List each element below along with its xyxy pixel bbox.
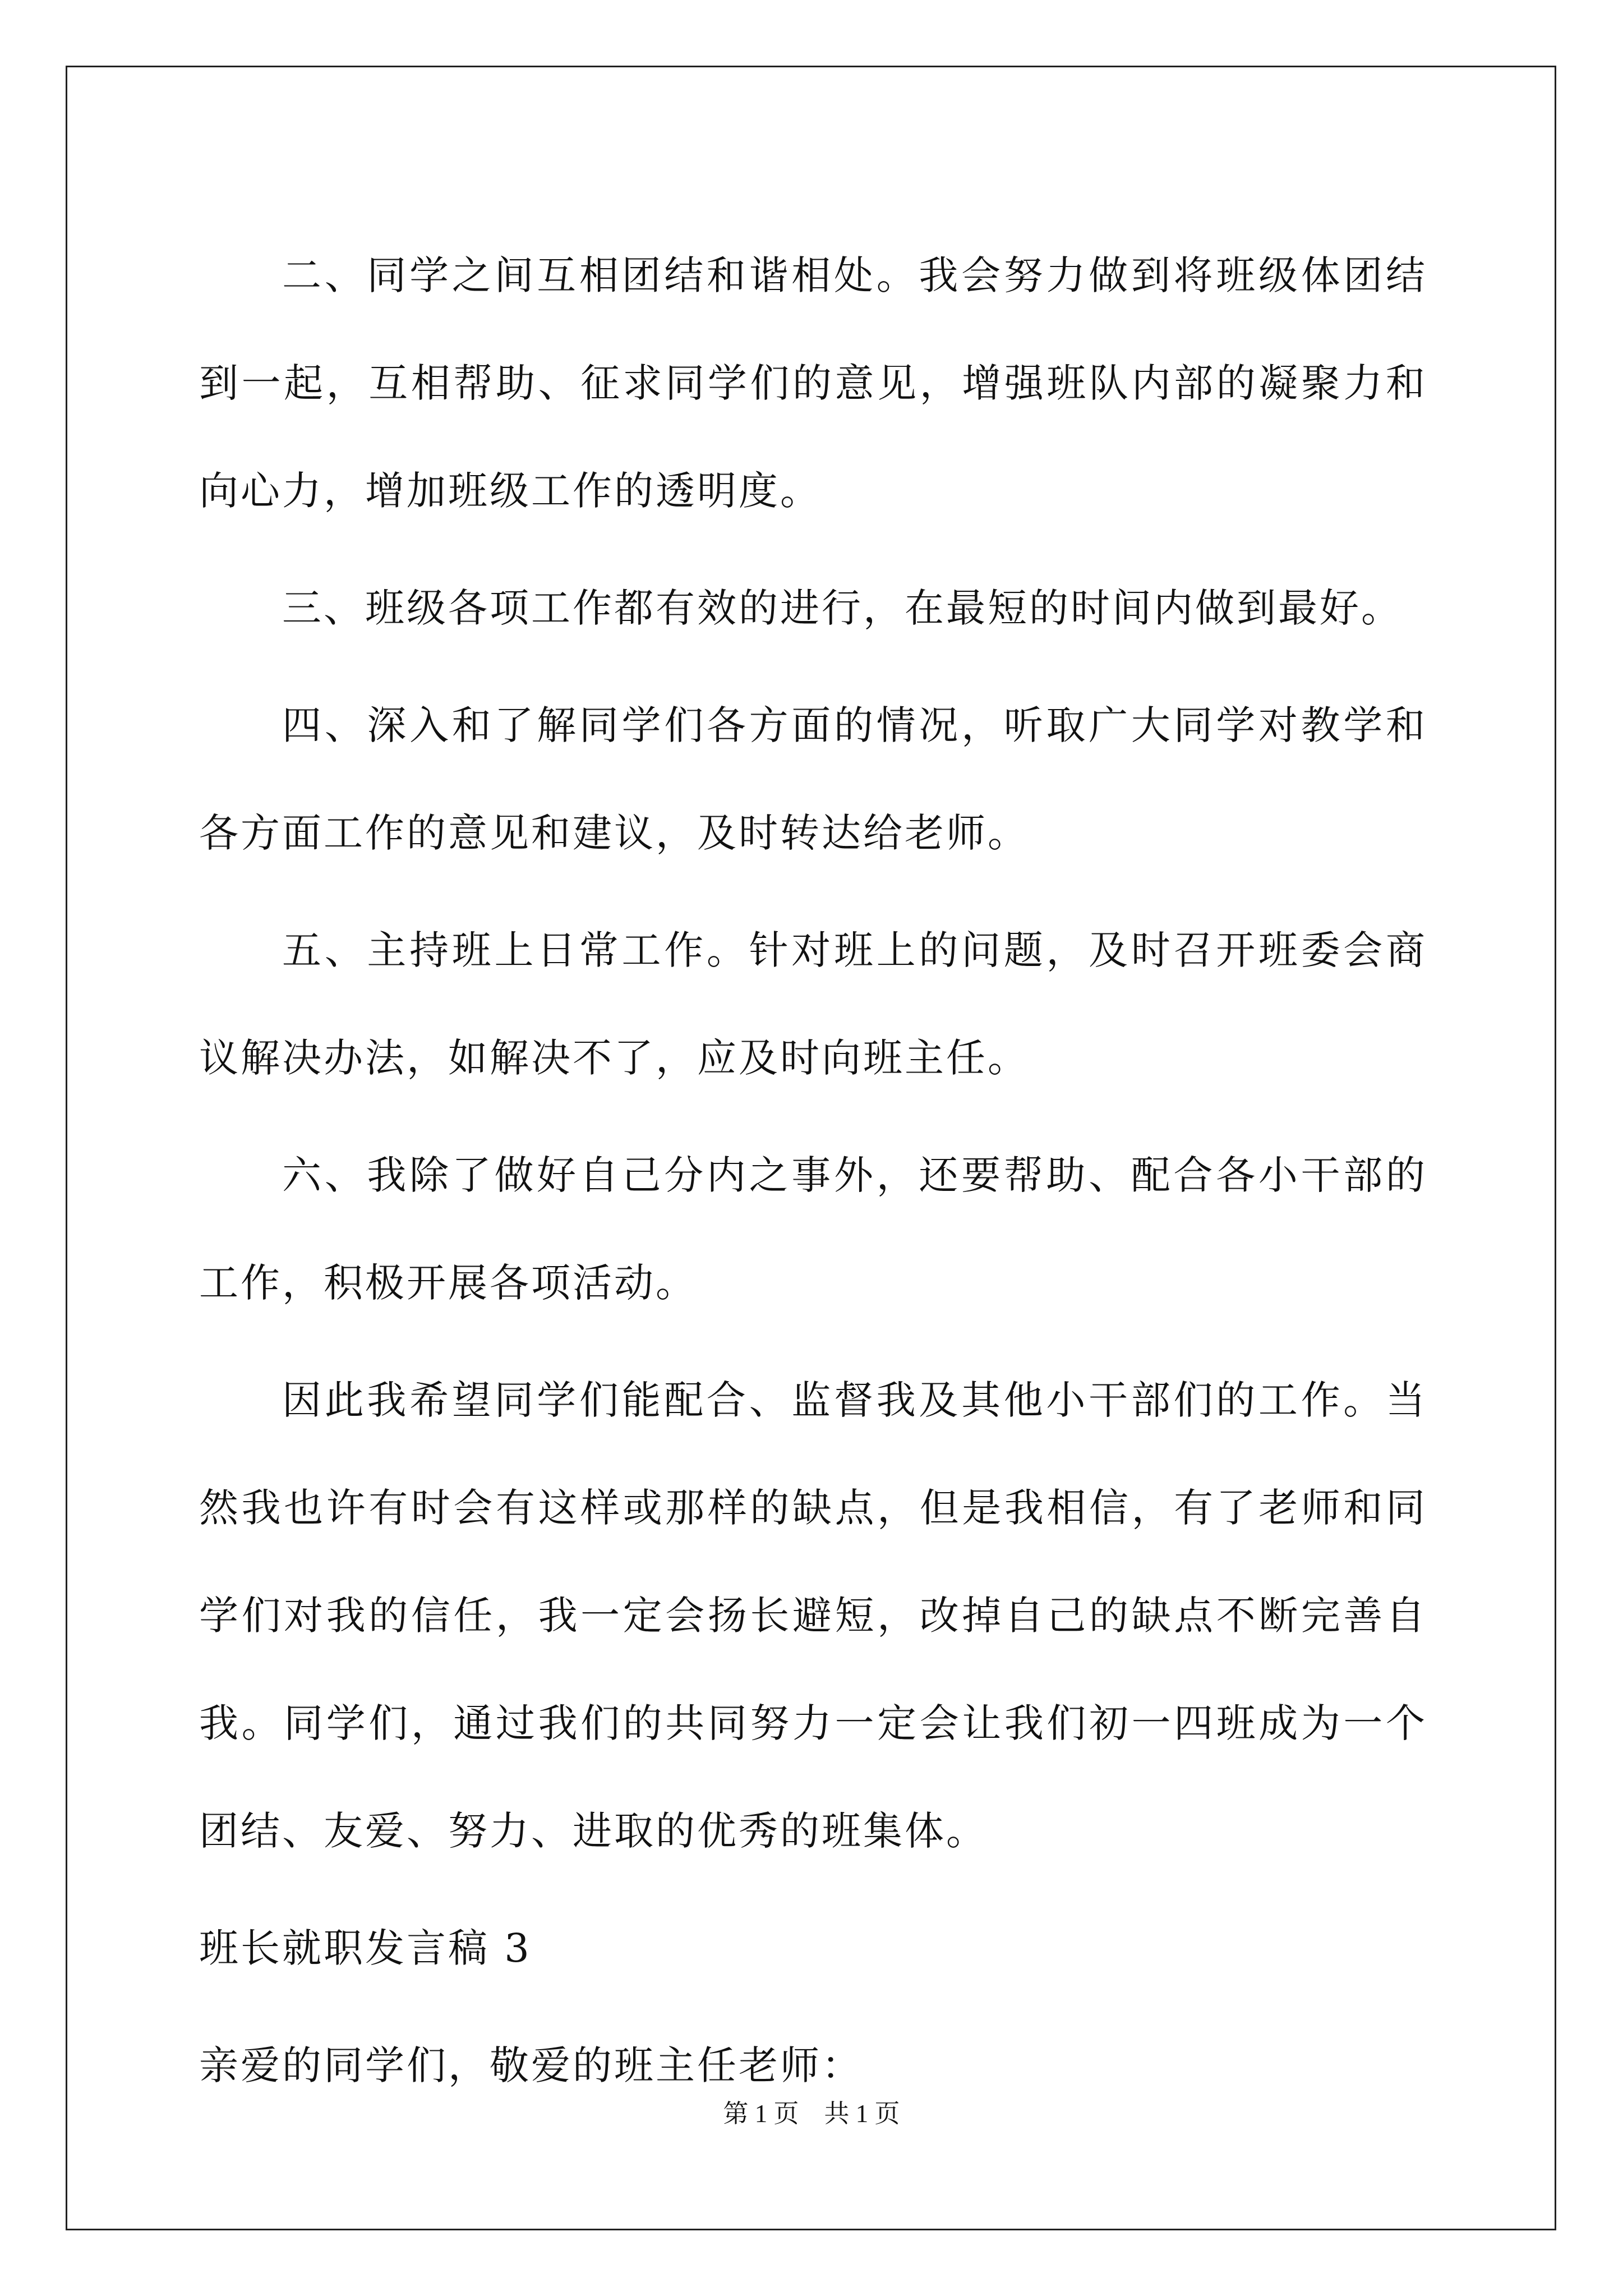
paragraph-conclusion: 因此我希望同学们能配合、监督我及其他小干部们的工作。当然我也许有时会有这样或那样的缺点，但是我相信，有了老师和同学们对我的信任，我一定会扬长避短，改掉自己的缺点不断完善自我。同学们，通过我们的共同努力一定会让我们初一四班成为一个团结、友爱、努力、进取的优秀的班集体。 xyxy=(199,1377,1427,1854)
paragraph-item-3: 三、班级各项工作都有效的进行，在最短的时间内做到最好。 xyxy=(282,585,1403,631)
section-heading: 班长就职发言稿 3 xyxy=(199,1925,532,1971)
page-footer: 第 1 页 共 1 页 xyxy=(723,2100,900,2128)
paragraph-item-5: 五、主持班上日常工作。针对班上的问题，及时召开班委会商议解决办法，如解决不了，应及时向班主任。 xyxy=(199,927,1427,1081)
salutation: 亲爱的同学们，敬爱的班主任老师： xyxy=(199,2042,863,2088)
document-body xyxy=(199,222,1427,2129)
paragraph-item-2: 二、同学之间互相团结和谐相处。我会努力做到将班级体团结到一起，互相帮助、征求同学们的意见，增强班队内部的凝聚力和向心力，增加班级工作的透明度。 xyxy=(199,252,1427,514)
paragraph-item-4: 四、深入和了解同学们各方面的情况，听取广大同学对教学和各方面工作的意见和建议，及时转达给老师。 xyxy=(199,702,1427,856)
paragraph-item-6: 六、我除了做好自己分内之事外，还要帮助、配合各小干部的工作，积极开展各项活动。 xyxy=(199,1152,1427,1306)
